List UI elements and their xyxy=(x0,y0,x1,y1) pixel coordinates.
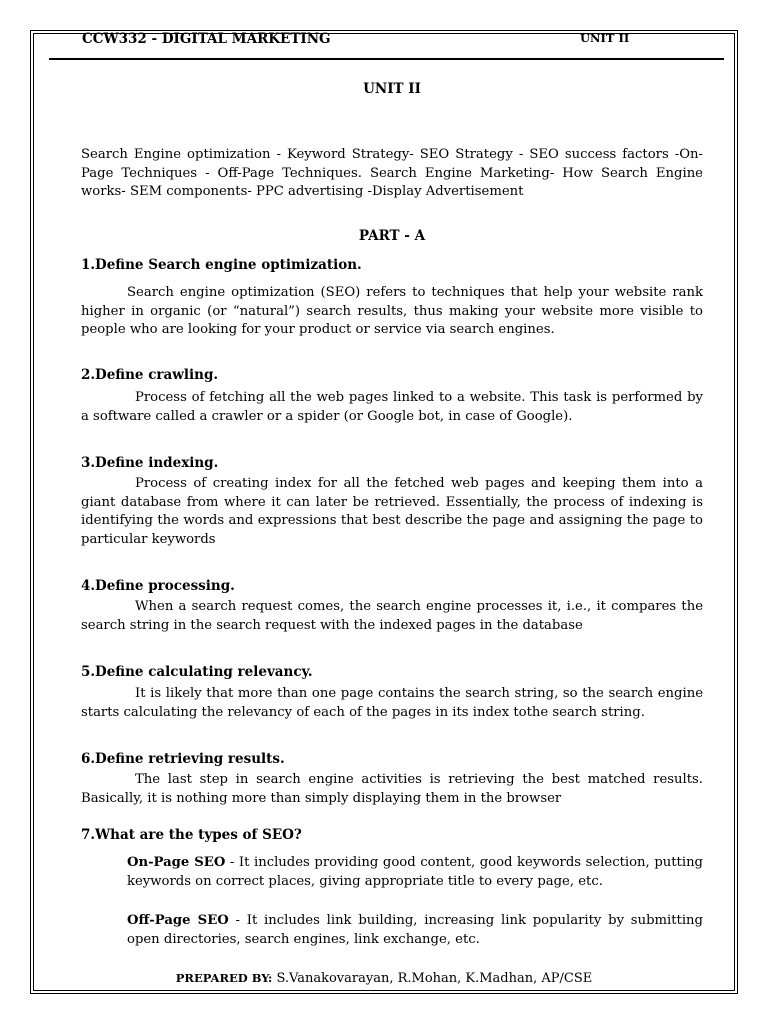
question-title: Define indexing. xyxy=(95,455,219,471)
question-number: 4. xyxy=(81,578,96,594)
question-number: 6. xyxy=(81,751,96,767)
page-title: UNIT II xyxy=(363,81,421,97)
question-heading xyxy=(81,256,362,275)
answer-paragraph: Search engine optimization (SEO) refers to techniques that help your website rank higher in organic (or “natural”) search results, thus making your website more visible to people who are looking for your product or service via search engines. xyxy=(81,285,703,337)
answer-paragraph: Process of creating index for all the fetched web pages and keeping them into a giant database from where it can later be retrieved. Essentially, the process of indexing is identifying the words and expressions that best describe the page and assigning the page to particular keywords xyxy=(81,476,703,547)
answer-paragraph: When a search request comes, the search engine processes it, i.e., it compares the search string in the search request with the indexed pages in the database xyxy=(81,599,703,633)
seo-type-label: Off-Page SEO xyxy=(127,913,229,928)
seo-type-item xyxy=(127,854,703,891)
part-heading: PART - A xyxy=(358,228,426,244)
question-title: Define Search engine optimization. xyxy=(95,257,362,273)
question-heading xyxy=(81,577,235,596)
seo-type-description: - It includes link building, increasing link popularity by submitting open directories, search engines, link exchange, etc. xyxy=(127,913,703,947)
header-rule xyxy=(49,58,724,60)
question-heading xyxy=(81,826,302,845)
question-title: Define calculating relevancy. xyxy=(95,664,313,680)
seo-type-description: - It includes providing good content, good keywords selection, putting keywords on correct places, giving appropriate title to every page, etc. xyxy=(127,855,704,889)
question-heading xyxy=(81,366,218,385)
footer-authors: S.Vanakovarayan, R.Mohan, K.Madhan, AP/CSE xyxy=(272,971,593,986)
question-title: Define retrieving results. xyxy=(95,751,285,767)
answer-paragraph: The last step in search engine activities is retrieving the best matched results. Basically, it is nothing more than simply displaying them in the browser xyxy=(81,772,703,806)
seo-type-item xyxy=(127,912,703,949)
answer-paragraph: Process of fetching all the web pages linked to a website. This task is performed by a software called a crawler or a spider (or Google bot, in case of Google). xyxy=(81,390,703,424)
question-heading xyxy=(81,454,218,473)
question-heading xyxy=(81,750,285,769)
header-course-title: CCW332 - DIGITAL MARKETING xyxy=(82,31,331,47)
question-number: 1. xyxy=(81,257,96,273)
syllabus-topics: Search Engine optimization - Keyword Strategy- SEO Strategy - SEO success factors -On-Page Techniques - Off-Page Techniques. Search Engine Marketing- How Search Engine works- SEM components- PPC advertising -Display Advertisement xyxy=(81,147,703,199)
footer-label: PREPARED BY: xyxy=(175,971,273,985)
question-title: Define processing. xyxy=(95,578,235,594)
question-number: 5. xyxy=(81,664,96,680)
seo-type-label: On-Page SEO xyxy=(127,855,226,870)
question-number: 3. xyxy=(81,455,96,471)
question-title: What are the types of SEO? xyxy=(95,827,302,843)
question-title: Define crawling. xyxy=(95,367,219,383)
header-unit: UNIT II xyxy=(580,31,630,45)
footer-prepared-by xyxy=(0,971,768,986)
question-heading xyxy=(81,663,313,682)
question-number: 2. xyxy=(81,367,96,383)
answer-paragraph: It is likely that more than one page contains the search string, so the search engine starts calculating the relevancy of each of the pages in its index tothe search string. xyxy=(81,686,703,720)
question-number: 7. xyxy=(81,827,96,843)
